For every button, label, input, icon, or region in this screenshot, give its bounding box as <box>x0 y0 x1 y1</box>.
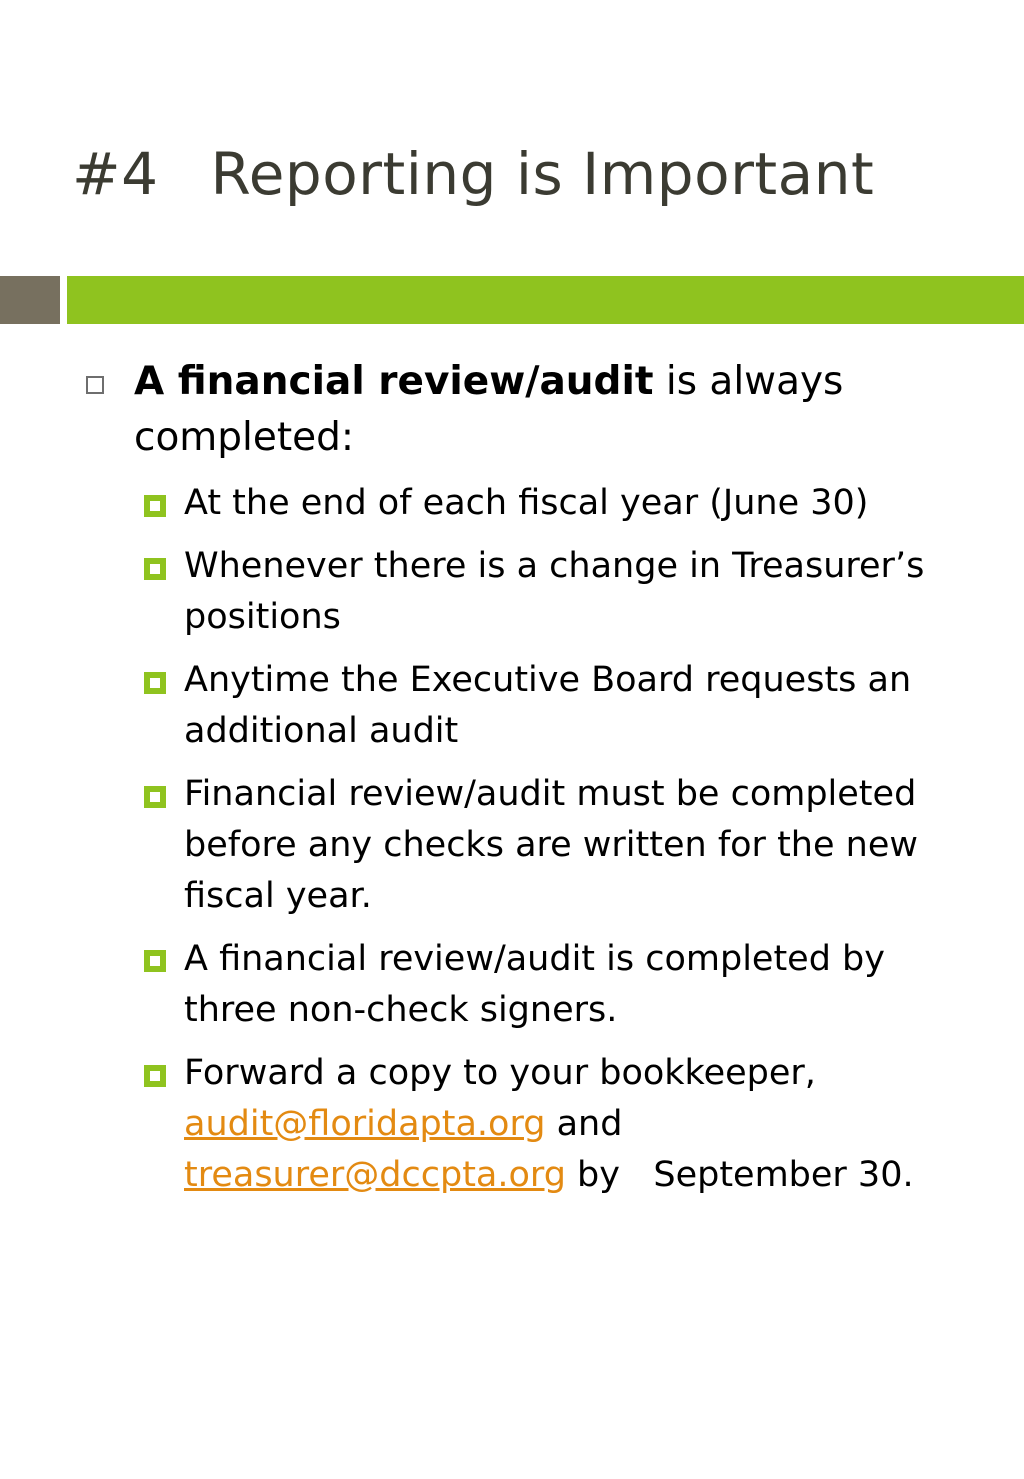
treasurer-email-link[interactable]: treasurer@dccpta.org <box>184 1155 566 1195</box>
title-number: #4 <box>72 140 159 208</box>
green-square-bullet-icon <box>144 950 166 972</box>
accent-band-gray <box>0 276 60 324</box>
sub-point: Anytime the Executive Board requests an additional audit <box>184 660 912 751</box>
forward-text-before: Forward a copy to your bookkeeper, <box>184 1053 816 1093</box>
green-square-bullet-icon <box>144 672 166 694</box>
title-text: Reporting is Important <box>210 140 875 208</box>
forward-text-mid: and <box>545 1104 623 1144</box>
forward-text-after: by September 30. <box>565 1155 914 1195</box>
main-point-bold: A financial review/audit <box>134 359 654 404</box>
audit-email-link[interactable]: audit@floridapta.org <box>184 1104 546 1144</box>
green-square-bullet-icon <box>144 558 166 580</box>
green-square-bullet-icon <box>144 1065 166 1087</box>
slide-title <box>72 140 874 208</box>
green-square-bullet-icon <box>144 495 166 517</box>
hollow-square-bullet-icon <box>86 376 104 394</box>
sub-point-forward <box>184 1048 974 1201</box>
main-point <box>134 354 974 466</box>
sub-point: At the end of each fiscal year (June 30) <box>184 483 869 523</box>
accent-band-green <box>67 276 1024 324</box>
sub-point: Whenever there is a change in Treasurer’s positions <box>184 546 925 637</box>
sub-point: Financial review/audit must be completed before any checks are written for the new fiscal year. <box>184 774 918 916</box>
green-square-bullet-icon <box>144 786 166 808</box>
sub-point: A financial review/audit is completed by three non-check signers. <box>184 939 885 1030</box>
main-point-rest: is always completed: <box>134 359 844 460</box>
